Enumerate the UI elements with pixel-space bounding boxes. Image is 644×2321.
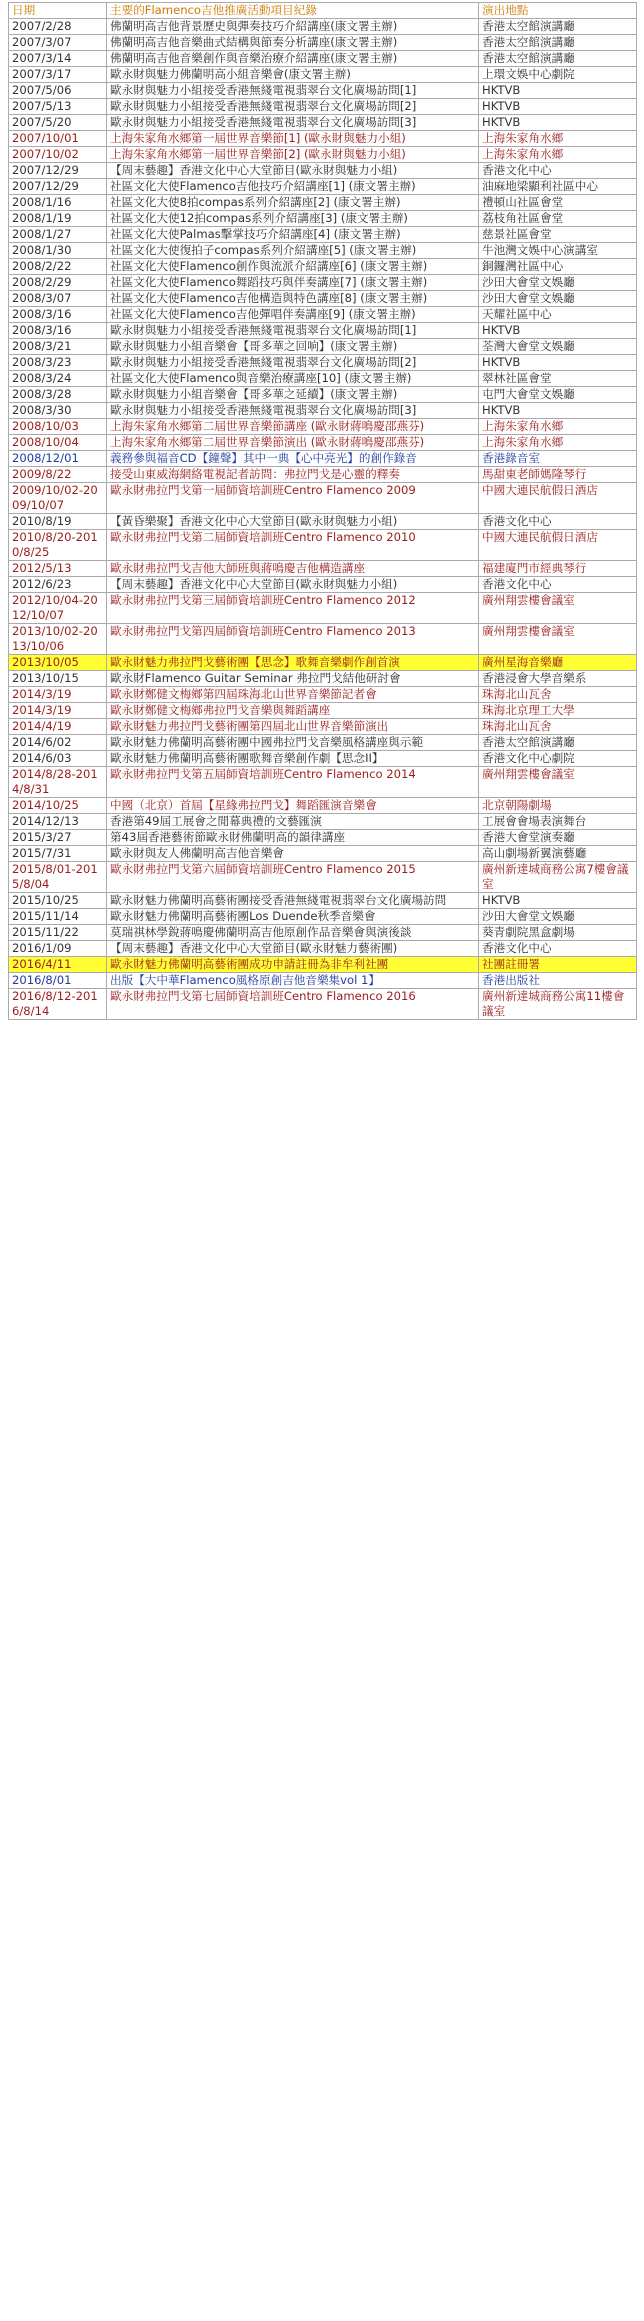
cell-venue: 香港文化中心 [479,941,637,957]
cell-date: 2008/1/16 [9,195,107,211]
cell-event: 【周末藝趣】香港文化中心大堂節目(歐永財魅力藝術團) [107,941,479,957]
cell-venue: 沙田大會堂文娛廳 [479,909,637,925]
table-row [9,419,637,435]
cell-event: 歐永財鄭健文梅鄉第四屆珠海北山世界音樂節記者會 [107,687,479,703]
cell-date: 2008/2/22 [9,259,107,275]
cell-event: 歐永財魅力佛蘭明高藝術團接受香港無綫電視翡翠台文化廣場訪問 [107,893,479,909]
cell-event: 社區文化大使復拍子compas系列介紹講座[5] (康文署主辦) [107,243,479,259]
activity-table [8,2,637,1020]
cell-event: 歐永財弗拉門戈第六屆師資培訓班Centro Flamenco 2015 [107,862,479,893]
cell-venue: 荔枝角社區會堂 [479,211,637,227]
cell-venue: 香港太空館演講廳 [479,735,637,751]
cell-date: 2012/6/23 [9,577,107,593]
cell-event: 歐永財弗拉門戈第四屆師資培訓班Centro Flamenco 2013 [107,624,479,655]
cell-date: 2007/2/28 [9,19,107,35]
cell-event: 歐永財弗拉門戈第一屆師資培訓班Centro Flamenco 2009 [107,483,479,514]
cell-venue: 沙田大會堂文娛廳 [479,291,637,307]
cell-venue: 牛池灣文娛中心演講室 [479,243,637,259]
cell-event: 歐永財與魅力小組接受香港無綫電視翡翠台文化廣場訪問[3] [107,115,479,131]
cell-venue: 慈景社區會堂 [479,227,637,243]
cell-event: 歐永財與魅力小組接受香港無綫電視翡翠台文化廣場訪問[2] [107,355,479,371]
cell-venue: 珠海北京理工大學 [479,703,637,719]
cell-venue: 廣州翔雲樓會議室 [479,624,637,655]
table-row [9,243,637,259]
table-row [9,131,637,147]
table-row [9,195,637,211]
table-row [9,211,637,227]
cell-date: 2013/10/15 [9,671,107,687]
cell-date: 2010/8/19 [9,514,107,530]
cell-date: 2015/11/14 [9,909,107,925]
table-row [9,147,637,163]
table-row [9,862,637,893]
table-row [9,530,637,561]
cell-event: 第43屆香港藝術節歐永財佛蘭明高的韻律講座 [107,830,479,846]
table-row [9,941,637,957]
cell-date: 2008/12/01 [9,451,107,467]
cell-date: 2014/8/28-2014/8/31 [9,767,107,798]
header-date: 日期 [9,3,107,19]
table-row [9,687,637,703]
cell-venue: 香港浸會大學音樂系 [479,671,637,687]
header-event: 主要的Flamenco吉他推廣活動項目紀錄 [107,3,479,19]
table-row [9,355,637,371]
cell-venue: 廣州翔雲樓會議室 [479,593,637,624]
table-row [9,19,637,35]
cell-event: 歐永財Flamenco Guitar Seminar 弗拉門戈結他研討會 [107,671,479,687]
cell-event: 莫瑞祺林學銳蔣鳴慶佛蘭明高吉他原創作品音樂會與演後談 [107,925,479,941]
cell-date: 2007/5/13 [9,99,107,115]
cell-date: 2008/3/16 [9,307,107,323]
table-row [9,275,637,291]
cell-venue: 珠海北山瓦舍 [479,687,637,703]
table-row [9,179,637,195]
cell-date: 2008/2/29 [9,275,107,291]
cell-venue: 香港文化中心劇院 [479,751,637,767]
cell-venue: 工展會會場表演舞台 [479,814,637,830]
cell-venue: HKTVB [479,83,637,99]
table-row [9,67,637,83]
cell-venue: 中國大連民航假日酒店 [479,530,637,561]
cell-venue: 廣州新達城商務公寓11樓會議室 [479,989,637,1020]
table-row [9,227,637,243]
table-row [9,339,637,355]
cell-event: 接受山東威海網絡電視記者訪問：弗拉門戈是心靈的釋奏 [107,467,479,483]
cell-event: 社區文化大使12拍compas系列介紹講座[3] (康文署主辦) [107,211,479,227]
cell-date: 2014/12/13 [9,814,107,830]
table-row [9,163,637,179]
cell-date: 2007/3/14 [9,51,107,67]
cell-date: 2008/3/16 [9,323,107,339]
table-row [9,593,637,624]
cell-date: 2014/3/19 [9,687,107,703]
cell-venue: 禮頓山社區會堂 [479,195,637,211]
table-body [9,19,637,1020]
cell-date: 2008/1/19 [9,211,107,227]
cell-venue: 上海朱家角水鄉 [479,435,637,451]
cell-event: 社區文化大使Flamenco吉他技巧介紹講座[1] (康文署主辦) [107,179,479,195]
cell-venue: 廣州星海音樂廳 [479,655,637,671]
table-row [9,671,637,687]
cell-date: 2014/3/19 [9,703,107,719]
cell-venue: 香港文化中心 [479,577,637,593]
cell-venue: 翠林社區會堂 [479,371,637,387]
cell-event: 歐永財弗拉門戈第七屆師資培訓班Centro Flamenco 2016 [107,989,479,1020]
table-row [9,561,637,577]
cell-event: 歐永財與魅力小組接受香港無綫電視翡翠台文化廣場訪問[1] [107,83,479,99]
cell-event: 上海朱家角水鄉第二屆世界音樂節講座 (歐永財蔣鳴慶邵燕芬) [107,419,479,435]
cell-date: 2007/3/17 [9,67,107,83]
cell-event: 歐永財弗拉門戈第三屆師資培訓班Centro Flamenco 2012 [107,593,479,624]
cell-venue: 珠海北山瓦舍 [479,719,637,735]
cell-venue: 銅鑼灣社區中心 [479,259,637,275]
cell-event: 歐永財魅力佛蘭明高藝術團歌舞音樂創作劇【思念II】 [107,751,479,767]
cell-date: 2008/3/23 [9,355,107,371]
table-row [9,767,637,798]
cell-event: 社區文化大使Flamenco與音樂治療講座[10] (康文署主辦) [107,371,479,387]
table-row [9,989,637,1020]
cell-date: 2008/1/30 [9,243,107,259]
table-row [9,719,637,735]
table-row [9,483,637,514]
table-row [9,83,637,99]
cell-event: 社區文化大使Flamenco創作與流派介紹講座[6] (康文署主辦) [107,259,479,275]
cell-venue: HKTVB [479,355,637,371]
cell-venue: HKTVB [479,323,637,339]
cell-event: 歐永財與魅力小組接受香港無綫電視翡翠台文化廣場訪問[3] [107,403,479,419]
cell-event: 中國（北京）首屆【星緣弗拉門戈】舞蹈匯演音樂會 [107,798,479,814]
cell-date: 2013/10/02-2013/10/06 [9,624,107,655]
cell-venue: 中國大連民航假日酒店 [479,483,637,514]
cell-date: 2007/5/20 [9,115,107,131]
cell-date: 2015/7/31 [9,846,107,862]
cell-event: 歐永財與魅力小組音樂會【哥多華之回响】(康文署主辦) [107,339,479,355]
cell-venue: 高山劇場新翼演藝廳 [479,846,637,862]
cell-event: 社區文化大使Palmas擊掌技巧介紹講座[4] (康文署主辦) [107,227,479,243]
table-row [9,624,637,655]
cell-date: 2008/3/21 [9,339,107,355]
table-row [9,387,637,403]
cell-date: 2012/10/04-2012/10/07 [9,593,107,624]
cell-date: 2007/10/02 [9,147,107,163]
cell-venue: HKTVB [479,115,637,131]
cell-date: 2009/8/22 [9,467,107,483]
cell-date: 2008/10/04 [9,435,107,451]
cell-venue: HKTVB [479,99,637,115]
cell-event: 佛蘭明高吉他背景歷史與彈奏技巧介紹講座(康文署主辦) [107,19,479,35]
cell-event: 香港第49屆工展會之閒幕典禮的文藝匯演 [107,814,479,830]
cell-date: 2007/12/29 [9,163,107,179]
cell-event: 歐永財弗拉門戈第五屆師資培訓班Centro Flamenco 2014 [107,767,479,798]
cell-venue: 屯門大會堂文娛廳 [479,387,637,403]
table-row [9,259,637,275]
cell-event: 歐永財弗拉門戈第二屆師資培訓班Centro Flamenco 2010 [107,530,479,561]
cell-venue: 香港太空館演講廳 [479,35,637,51]
table-row [9,925,637,941]
cell-event: 義務參與福音CD【鐘聲】其中一典【心中亮光】的創作錄音 [107,451,479,467]
cell-date: 2008/3/30 [9,403,107,419]
cell-event: 歐永財鄭健文梅鄉弗拉門戈音樂與舞蹈講座 [107,703,479,719]
cell-venue: 香港文化中心 [479,163,637,179]
table-row [9,99,637,115]
cell-date: 2008/3/28 [9,387,107,403]
cell-venue: HKTVB [479,403,637,419]
cell-date: 2007/10/01 [9,131,107,147]
cell-event: 社區文化大使Flamenco吉他彈唱伴奏講座[9] (康文署主辦) [107,307,479,323]
cell-event: 佛蘭明高吉他音樂曲式結構與節奏分析講座(康文署主辦) [107,35,479,51]
cell-venue: 上海朱家角水鄉 [479,419,637,435]
cell-event: 歐永財魅力弗拉門戈藝術團第四屆北山世界音樂節演出 [107,719,479,735]
cell-date: 2008/3/07 [9,291,107,307]
cell-date: 2015/11/22 [9,925,107,941]
cell-event: 上海朱家角水鄉第一屆世界音樂節[2] (歐永財與魅力小組) [107,147,479,163]
header-row [9,3,637,19]
table-row [9,814,637,830]
table-row [9,467,637,483]
cell-date: 2015/8/01-2015/8/04 [9,862,107,893]
header-venue: 演出地點 [479,3,637,19]
cell-venue: 上海朱家角水鄉 [479,131,637,147]
cell-venue: 荃灣大會堂文娛廳 [479,339,637,355]
table-row [9,751,637,767]
cell-event: 【周末藝趣】香港文化中心大堂節目(歐永財與魅力小組) [107,163,479,179]
table-row [9,291,637,307]
cell-venue: 香港出版社 [479,973,637,989]
cell-date: 2007/3/07 [9,35,107,51]
table-row [9,51,637,67]
cell-venue: 廣州新達城商務公寓7樓會議室 [479,862,637,893]
cell-event: 上海朱家角水鄉第一屆世界音樂節[1] (歐永財與魅力小組) [107,131,479,147]
table-row [9,846,637,862]
table-row [9,957,637,973]
cell-venue: 廣州翔雲樓會議室 [479,767,637,798]
cell-venue: 上海朱家角水鄉 [479,147,637,163]
table-row [9,307,637,323]
cell-date: 2010/8/20-2010/8/25 [9,530,107,561]
cell-venue: 香港太空館演講廳 [479,19,637,35]
table-row [9,893,637,909]
cell-date: 2015/3/27 [9,830,107,846]
cell-date: 2008/10/03 [9,419,107,435]
cell-venue: 天耀社區中心 [479,307,637,323]
table-row [9,514,637,530]
table-row [9,830,637,846]
cell-venue: 油麻地梁顯利社區中心 [479,179,637,195]
cell-date: 2014/6/02 [9,735,107,751]
table-row [9,655,637,671]
cell-date: 2008/3/24 [9,371,107,387]
cell-event: 出版【大中華Flamenco風格原創吉他音樂集vol 1】 [107,973,479,989]
cell-event: 歐永財魅力弗拉門戈藝術團【思念】歌舞音樂劇作創首演 [107,655,479,671]
table-row [9,435,637,451]
cell-venue: HKTVB [479,893,637,909]
cell-venue: 葵青劇院黑盒劇場 [479,925,637,941]
cell-event: 【黃昏樂聚】香港文化中心大堂節目(歐永財與魅力小組) [107,514,479,530]
table-row [9,115,637,131]
cell-date: 2007/5/06 [9,83,107,99]
cell-event: 歐永財魅力佛蘭明高藝術團中國弗拉門戈音樂風格講座與示範 [107,735,479,751]
table-row [9,323,637,339]
cell-event: 歐永財與魅力佛蘭明高小組音樂會(康文署主辦) [107,67,479,83]
cell-date: 2014/4/19 [9,719,107,735]
cell-event: 歐永財與魅力小組接受香港無綫電視翡翠台文化廣場訪問[2] [107,99,479,115]
table-row [9,35,637,51]
cell-date: 2009/10/02-2009/10/07 [9,483,107,514]
cell-venue: 上環文娛中心劇院 [479,67,637,83]
cell-event: 歐永財魅力佛蘭明高藝術團成功申請註冊為非牟利社團 [107,957,479,973]
cell-date: 2008/1/27 [9,227,107,243]
table-row [9,735,637,751]
cell-date: 2014/10/25 [9,798,107,814]
cell-date: 2016/4/11 [9,957,107,973]
table-row [9,577,637,593]
cell-venue: 香港太空館演講廳 [479,51,637,67]
table-row [9,371,637,387]
cell-date: 2007/12/29 [9,179,107,195]
table-row [9,909,637,925]
cell-venue: 馬甜東老師媽隆琴行 [479,467,637,483]
cell-venue: 香港錄音室 [479,451,637,467]
table-row [9,451,637,467]
table-row [9,403,637,419]
cell-event: 歐永財與友人佛蘭明高吉他音樂會 [107,846,479,862]
cell-event: 歐永財魅力佛蘭明高藝術團Los Duende秋季音樂會 [107,909,479,925]
cell-venue: 香港文化中心 [479,514,637,530]
cell-date: 2016/8/12-2016/8/14 [9,989,107,1020]
table-row [9,798,637,814]
cell-date: 2016/8/01 [9,973,107,989]
cell-date: 2015/10/25 [9,893,107,909]
cell-date: 2013/10/05 [9,655,107,671]
cell-venue: 沙田大會堂文娛廳 [479,275,637,291]
cell-date: 2012/5/13 [9,561,107,577]
cell-event: 社區文化大使8拍compas系列介紹講座[2] (康文署主辦) [107,195,479,211]
cell-date: 2014/6/03 [9,751,107,767]
cell-event: 社區文化大使Flamenco吉他構造與特色講座[8] (康文署主辦) [107,291,479,307]
cell-event: 佛蘭明高吉他音樂創作與音樂治療介紹講座(康文署主辦) [107,51,479,67]
cell-event: 社區文化大使Flamenco舞蹈技巧與伴奏講座[7] (康文署主辦) [107,275,479,291]
table-row [9,703,637,719]
table-row [9,973,637,989]
cell-date: 2016/1/09 [9,941,107,957]
cell-event: 【周末藝趣】香港文化中心大堂節目(歐永財與魅力小組) [107,577,479,593]
cell-event: 歐永財與魅力小組接受香港無綫電視翡翠台文化廣場訪問[1] [107,323,479,339]
cell-event: 上海朱家角水鄉第二屆世界音樂節演出 (歐永財蔣鳴慶邵燕芬) [107,435,479,451]
cell-venue: 香港大會堂演奏廳 [479,830,637,846]
cell-venue: 福建廈門市經典琴行 [479,561,637,577]
cell-event: 歐永財弗拉門戈吉他大師班與蔣鳴慶吉他構造講座 [107,561,479,577]
cell-venue: 北京朝陽劇場 [479,798,637,814]
cell-event: 歐永財與魅力小組音樂會【哥多華之延續】(康文署主辦) [107,387,479,403]
cell-venue: 社團註冊署 [479,957,637,973]
